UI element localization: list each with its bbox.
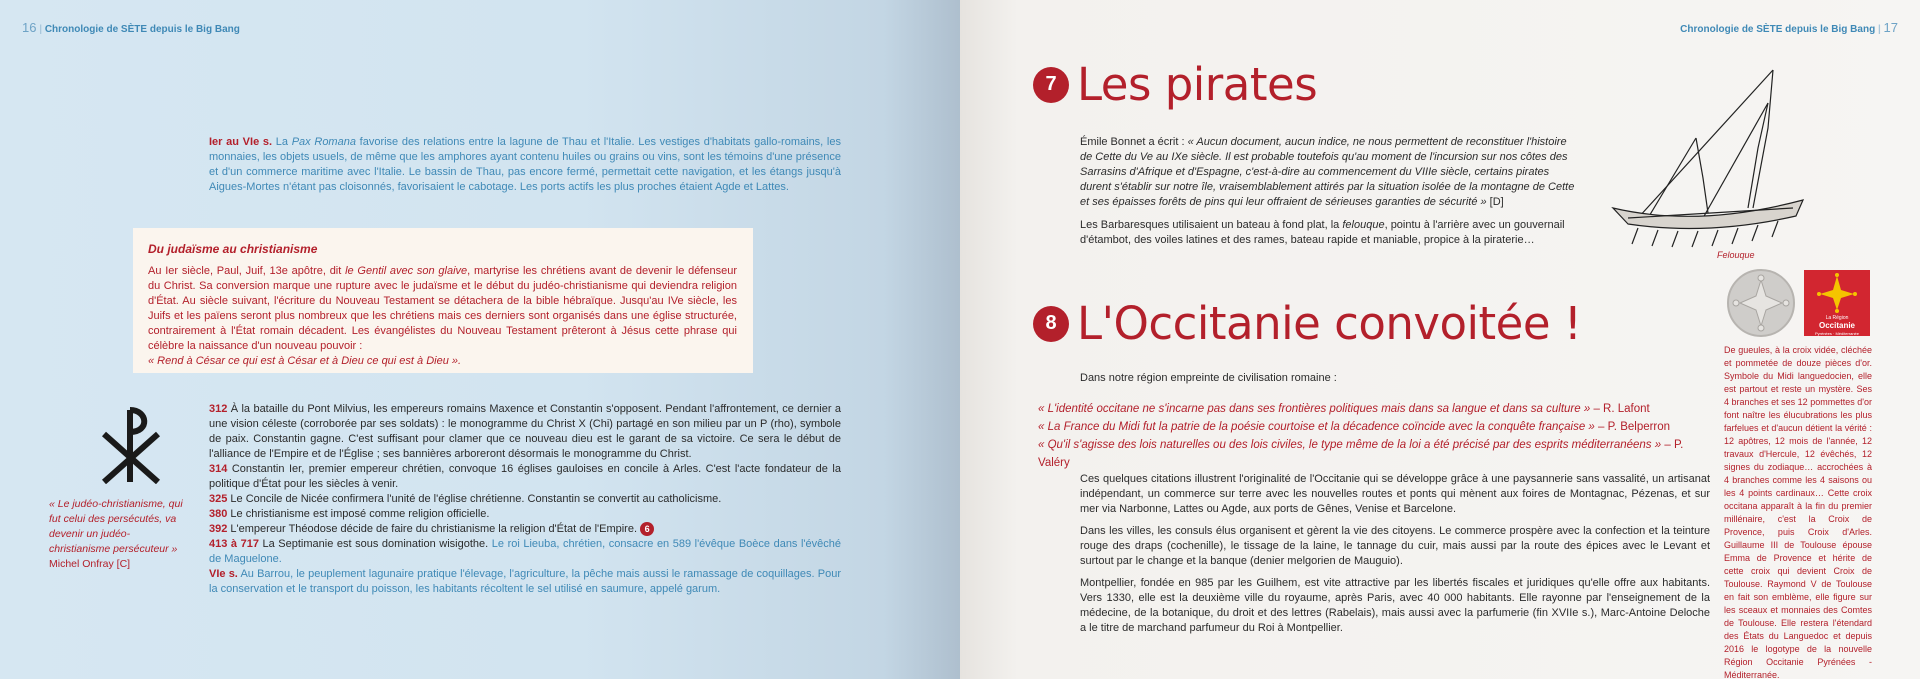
event-date: 392	[209, 523, 228, 535]
event-text-blue: Le roi Lieuba, chrétien, consacre en 589 l'évêque Boèce dans l'évêché de Maguelone.	[209, 538, 842, 565]
quote-author: – P. Valéry	[1038, 439, 1684, 469]
quote-author: – R. Lafont	[1590, 403, 1650, 415]
quote-text: « La France du Midi fut la patrie de la poésie courtoise et la décadence coïncide avec la conquête française »	[1038, 421, 1595, 433]
box-text-a: Au Ier siècle, Paul, Juif, 13e apôtre, dit	[148, 265, 346, 277]
logo-line1: La Région	[1825, 315, 1849, 321]
event-date: 413 à 717	[209, 538, 259, 550]
occitan-cross-sidebar: De gueules, à la croix vidée, cléchée et pommetée de douze pièces d'or. Symbole du Midi languedocien, elle est partout et reste un mystère. Ses 4 branches et ses 12 pommettes d'or font naître les élucubrations les plus farfelues et d'aucun détient la vérité : 12 apôtres, 12 mois de l'année, 12 travaux d'Hercule, 12 évêchés, 12 signes du zodiaque… accrochées à 4 branches comme les 4 saisons ou les 4 points cardinaux… Cette croix occitana apparaît à la fin du premier millénaire, c'est la Croix de Provence, puis Croix d'Arles. Guillaume III de Toulouse épouse Emma de Provence et hérite de cette croix qui devient Croix de Toulouse. Raymond V de Toulouse en fait son emblème, elle figure sur les sceaux et monnaies des Comtes de Toulouse. Elle restera l'étendard des États du Languedoc et depuis 2016 le logotype de la nouvelle Région Occitanie Pyrénées - Méditerranée.	[1724, 345, 1872, 680]
event-item	[209, 492, 841, 507]
event-text: La Septimanie est sous domination wisigothe.	[258, 538, 489, 550]
body-paragraph: Dans les villes, les consuls élus organisent et gèrent la vie des citoyens. Le commerce prospère avec la confection et la teinture rouge des draps (cochenille), le tissage de la laine, le tannage du cuir, mais aussi par la route des épices avec le Levant et surtout par le change et la banque (denier melgorien de Mauguio).	[1080, 525, 1710, 567]
events-list	[209, 402, 841, 597]
occitan-cross-coin	[1726, 268, 1796, 338]
pirates-para-a: Les Barbaresques utilisaient un bateau à fond plat, la	[1080, 219, 1343, 231]
logo-line2: Occitanie	[1818, 321, 1855, 330]
event-text: À la bataille du Pont Milvius, les empereurs romains Maxence et Constantin s'opposent. Pendant l'affrontement, ce dernier a une vision céleste (corroborée par ses soldats) : le monogramme du Christ X (Chi) partagé en son milieu par un P (rho), symbole de paix. Constantin gagne. C'est suffisant pour clamer que ce nouveau dieu est le garant de sa victoire. Ce sera le début de l'alliance de l'Empire et de l'Église ; ses bannières arboreront désormais le monogramme du Christ.	[209, 403, 841, 460]
intro-paragraph	[209, 135, 841, 195]
page-number: 17	[1883, 20, 1898, 35]
judaism-box	[133, 228, 753, 373]
note-badge: 6	[640, 522, 654, 536]
region-occitanie-logo	[1804, 270, 1870, 336]
chi-rho-icon	[98, 404, 163, 484]
onfray-quote-text: « Le judéo-christianisme, qui fut celui des persécutés, va devenir un judéo-christianisme persécuteur »	[49, 498, 183, 555]
quote-item	[1038, 418, 1718, 436]
pirates-para-b: , pointu à l'arrière avec un gouvernail d'étambot, des voiles latines et des rames, bateau rapide et maniable, propice à la piraterie…	[1080, 219, 1565, 246]
event-date: 312	[209, 403, 228, 415]
boat-caption: Felouque	[1717, 250, 1755, 260]
event-date: VIe s.	[209, 568, 238, 580]
quote-text: « Qu'il s'agisse des lois naturelles ou des lois civiles, le type même de la loi a été précisé par des esprits méditerranéens »	[1038, 439, 1662, 451]
felouque-illustration	[1608, 68, 1808, 248]
event-item	[209, 402, 841, 462]
event-item	[209, 507, 841, 522]
left-running-head: 16 | Chronologie de SÈTE depuis le Big Bang	[22, 20, 240, 35]
event-text: Le christianisme est imposé comme religion officielle.	[227, 508, 490, 520]
pirates-text	[1080, 135, 1575, 248]
event-date: 380	[209, 508, 228, 520]
quote-text: « L'identité occitane ne s'incarne pas dans ses frontières politiques mais dans sa langue et dans sa culture »	[1038, 403, 1591, 415]
event-date: 314	[209, 463, 228, 475]
right-running-head: Chronologie de SÈTE depuis le Big Bang | 17	[1680, 20, 1898, 35]
intro-pax-romana: Pax Romana	[291, 136, 356, 148]
quote-ref: [D]	[1486, 196, 1504, 208]
box-text-b: , martyrise les chrétiens avant de devenir le défenseur du Christ. Sa conversion marque une rupture avec le judaïsme et le début du judéo-christianisme qui deviendra religion d'État. Au siècle suivant, l'écriture du Nouveau Testament se détachera de la bible hébraïque. Jusqu'au IVe siècle, les Juifs et les païens seront plus nombreux que les chrétiens mais ces derniers sont organisés dans une église structurée, contrairement à l'État romain décadent. Les évangélistes du Nouveau Testament prêteront à Jésus cette phrase qui célèbre la naissance d'un nouveau pouvoir :	[148, 265, 737, 352]
occitanie-body	[1080, 472, 1710, 643]
section-title: Les pirates	[1077, 58, 1318, 111]
event-item	[209, 537, 841, 567]
event-text: L'empereur Théodose décide de faire du christianisme la religion d'État de l'Empire.	[227, 523, 638, 535]
occitanie-intro: Dans notre région empreinte de civilisation romaine :	[1080, 372, 1337, 384]
intro-date: Ier au VIe s.	[209, 136, 273, 148]
event-item	[209, 567, 841, 597]
body-paragraph: Ces quelques citations illustrent l'originalité de l'Occitanie qui se développe grâce à une paysannerie sans vassalité, un artisanat indépendant, un commerce sur terre avec les nouvelles routes et ponts qui mènent aux foires de Montagnac, Pézenas, et sur mer via Narbonne, Lattes ou Agde, aux ports de Gênes, Venise et Barcelone.	[1080, 473, 1710, 515]
onfray-quote	[49, 497, 184, 572]
running-head-title: Chronologie de SÈTE depuis le Big Bang	[1680, 24, 1876, 35]
quote-item	[1038, 400, 1718, 418]
logo-line3: Pyrénées · Méditerranée	[1814, 331, 1860, 336]
intro-text-a: La	[272, 136, 292, 148]
quote-intro: Émile Bonnet a écrit :	[1080, 136, 1188, 148]
event-text-blue: Au Barrou, le peuplement lagunaire pratique l'élevage, l'agriculture, la pêche mais aussi le ramassage de coquillages. Pour la conservation et le transport du poisson, les habitants récoltent le sel utilisé en saumure, appelé garum.	[209, 568, 841, 595]
event-text: Le Concile de Nicée confirmera l'unité de l'église chrétienne. Constantin se convertit au catholicisme.	[227, 493, 722, 505]
event-date: 325	[209, 493, 228, 505]
body-paragraph: Montpellier, fondée en 985 par les Guilhem, est vite attractive par les libertés fiscales et juridiques qu'elle offre aux habitants. Vers 1330, elle est la deuxième ville du royaume, après Paris, avec 40 000 habitants. Elle rayonne par l'enseignement de la médecine, de la botanique, du droit et des lettres (Rabelais), mais aussi avec la parfumerie (fin XVIIe s.), Marc-Antoine Deloche a le titre de marchand parfumeur du Roi à Montpellier.	[1080, 577, 1710, 634]
box-quote: « Rend à César ce qui est à César et à Dieu ce qui est à Dieu ».	[148, 355, 462, 367]
quote-author: – P. Belperron	[1594, 421, 1671, 433]
section-title: L'Occitanie convoitée !	[1077, 297, 1582, 350]
section-8-heading	[1033, 297, 1581, 350]
left-page	[0, 0, 960, 679]
running-head-title: Chronologie de SÈTE depuis le Big Bang	[44, 24, 240, 35]
section-number-badge: 8	[1033, 306, 1069, 342]
page-number: 16	[22, 20, 37, 35]
event-item	[209, 522, 841, 537]
onfray-quote-author: Michel Onfray [C]	[49, 558, 131, 570]
box-title: Du judaïsme au christianisme	[148, 242, 318, 256]
felouque-term: felouque	[1342, 219, 1385, 231]
section-7-heading	[1033, 58, 1317, 111]
box-text-italic: le Gentil avec son glaive	[345, 265, 468, 277]
quote-item	[1038, 436, 1718, 472]
occitanie-quotes	[1038, 400, 1718, 472]
intro-text-b: favorise des relations entre la lagune de Thau et l'Italie. Les vestiges d'habitats gallo-romains, les monnaies, les objets usuels, de même que les amphores ayant contenu huiles ou grains ou vins, sont les témoins d'une présence et d'un commerce maritime avec l'Italie. Le bassin de Thau, pas encore fermé, permettait cette navigation, et les étangs jusqu'à Aigues-Mortes n'étant pas cloisonnés, favorisaient le cabotage. Les ports actifs les plus proches étaient Agde et Lattes.	[209, 136, 841, 193]
event-item	[209, 462, 841, 492]
event-text: Constantin Ier, premier empereur chrétien, convoque 16 églises gauloises en concile à Arles. C'est l'acte fondateur de la politique d'État pour les siècles à venir.	[209, 463, 841, 490]
section-number-badge: 7	[1033, 67, 1069, 103]
bonnet-quote: « Aucun document, aucun indice, ne nous permettent de reconstituer l'histoire de Cette du Ve au IXe siècle. Il est probable toutefois qu'au moment de l'incursion sur nos côtes des Sarrasins d'Afrique et d'Espagne, c'est-à-dire au commencement du VIIIe siècle, certains pirates durent s'établir sur notre île, vraisemblablement attirés par la situation isolée de la montagne de Cette et ses épaisses forêts de pins qui leur offraient de sérieuses garanties de sécurité »	[1080, 136, 1575, 208]
